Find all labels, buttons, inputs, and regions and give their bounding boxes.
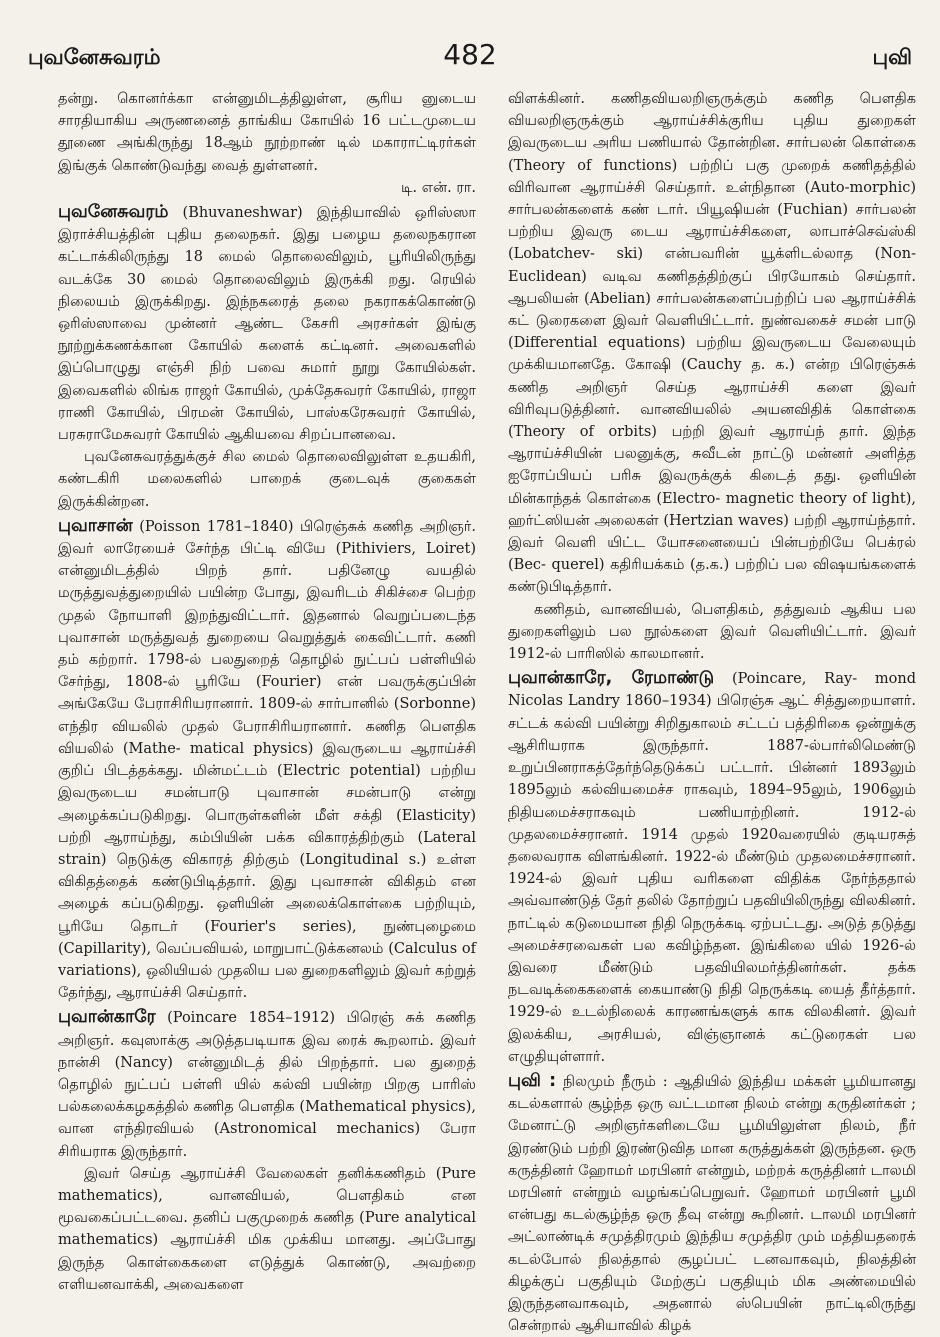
entry-body: (Poincare, Ray- mond Nicolas Landry 1860–1934) பிரெஞ்சு ஆட் சித்துறையாளர். சட்டக் கல்வி பயின்று சிறிதுகாலம் சட்டப் பத்திரிகை ஒன்றுக்கு ஆசிரியராக இருந்தார். 1887-ல்பார்லிமெண்டு உறுப்பினராகத்தேர்ந்தெடுக்கப் பட்டார். பின்னர் 1893லும் 1895லும் கல்வியமைச்ச ராகவும், 1894–95லும், 1906லும் நிதியமைச்சராகவும் பணியாற்றினர். 1912-ல் முதலமைச்சரானர். 1914 முதல் 1920வரையில் குடியரசுத் தலைவராக விளங்கினர். 1922-ல் மீண்டும் முதலமைச்சரானர். 1924-ல் இவர் புதிய வரிகளை விதிக்க நேர்ந்ததால் அவ்வாண்டுத் தேர் தலில் தோற்றுப் பதவியிலிருந்து விலகினர். நாட்டில் கடுமையான நிதி நெருக்கடி ஏற்பட்டது. அடுத் தடுத்து அமைச்சரவைகள் பல கவிழ்ந்தன. இங்கிலை யில் 1926-ல் இவரை மீண்டும் பதவியிலமர்த்தினர்கள். தக்க நடவடிக்கைகளைக் கையாண்டு நிதி நெருக்கடி யைத் தீர்த்தார். 1929-ல் உடல்நிலைக் காரணங்களுக் காக விலகினர். இவர் இலக்கிய, அரசியல், விஞ்ஞானக் கட்டுரைகள் பல எழுதியுள்ளார்.: [508, 671, 916, 1065]
paragraph: புவனேசுவரத்துக்குச் சில மைல் தொலைவிலுள்ள உதயகிரி, கண்டகிரி மலைகளில் பாறைக் குடைவுக் குகைகள் இருக்கின்றன.: [58, 449, 476, 510]
page-header: [28, 38, 912, 78]
page-number: 482: [443, 38, 497, 71]
entry-poincare-raymond: [508, 667, 916, 1068]
author-signature: டி. என். ரா.: [400, 179, 476, 196]
entry-headword: புவான்காரே: [58, 1007, 156, 1028]
paragraph-continuation: தன்று. கொனர்க்கா என்னுமிடத்திலுள்ள, சூரிய னுடைய சாரதியாகிய அருணனைத் தாங்கிய கோயில் 16 பட்டமுடைய தூணை அங்கிருந்து 18ஆம் நூற்றாண் டில் மகாராட்டிரர்கள் இங்குக் கொண்டுவந்து வைத் துள்ளனர்.: [58, 91, 476, 174]
entry-body: (Poincare 1854–1912) பிரெஞ் சுக் கணித அறிஞர். கவுஸாக்கு அடுத்தபடியாக இவ ரைக் கூறலாம். இவர் நான்சி (Nancy) என்னுமிடத் தில் பிறந்தார். பல துறைத் தொழில் நுட்பப் பள்ளி யில் கல்வி பயின்ற பிறகு பாரிஸ் பல்கலைக்கழகத்தில் கணித பௌதிக (Mathematical physics), வான எந்திரவியல் (Astronomical mechanics) பேரா சிரியராக இருந்தார்.: [58, 1010, 476, 1160]
entry-bhuvaneshwar: [58, 201, 476, 446]
entry-headword: புவி :: [508, 1070, 557, 1091]
entry-headword: புவான்காரே, ரேமாண்டு: [508, 668, 715, 689]
entry-puvi: [508, 1070, 916, 1337]
header-right-title: புவி: [872, 44, 912, 69]
left-column: [58, 88, 476, 1313]
entry-body: நிலமும் நீரும் : ஆதியில் இந்திய மக்கள் பூமியானது கடல்களால் சூழ்ந்த ஒரு வட்டமான நிலம் என்று கருதினர்கள் ; மேனாட்டு அறிஞர்களிடையே பூமியிலுள்ள நிலம், நீர் இரண்டும் பற்றி இரண்டுவித மான கருத்துக்கள் இருந்தன. ஒரு கருத்தினர் ஹோமர் மரபினர் என்றும், மற்றக் கருத்தினர் டாலமி மரபினர் என்றும் வழங்கப்பெறுவர். ஹோமர் மரபினர் பூமி என்பது கடல்சூழ்ந்த ஒரு தீவு என்று கூறினர். டாலமி மரபினர் அட்லாண்டிக் சமுத்திரமும் இந்திய சமுத்திர மும் மத்தியதரைக் கடல்போல் நிலத்தால் சூழப்பட் டனவாகவும், நிலத்தின் கிழக்குப் பகுதியும் மேற்குப் பகுதியும் மிக அண்மையில் இருந்தனவாகவும், அதனால் ஸ்பெயின் நாட்டிலிருந்து சென்றால் ஆசியாவில் கிழக்: [508, 1073, 916, 1335]
paragraph-continuation: விளக்கினர். கணிதவியலறிஞருக்கும் கணித பௌதிக வியலறிஞருக்கும் ஆராய்ச்சிக்குரிய புதிய துறைகள் இவருடைய அரிய பணியால் தோன்றின. சார்பலன் கொள்கை (Theory of functions) பற்றிப் பகு முறைக் கணிதத்தில் விரிவான ஆராய்ச்சி செய்தார். உள்நிதான (Auto-morphic) சார்பலன்களைக் கண் டார். பியூஷியன் (Fuchian) சார்பலன் பற்றிய இவரு டைய ஆராய்ச்சிகளை, லாபாச்செவ்ஸ்கி (Lobatchev- ski) என்பவரின் யூக்ளிடல்லாத (Non-Euclidean) வடிவ கணிதத்திற்குப் பிரயோகம் செய்தார். ஆபலியன் (Abelian) சார்பலன்களைப்பற்றிப் பல ஆராய்ச்சிக் கட் டுரைகளை இவர் வெளியிட்டார். நுண்வகைச் சமன் பாடு (Differential equations) பற்றிய இவருடைய வேலையும் முக்கியமானதே. கோஷி (Cauchy த. க.) என்ற பிரெஞ்சுக் கணித அறிஞர் செய்த ஆராய்ச்சி களை இவர் விரிவுபடுத்தினர். வானவியலில் அயனவிதிக் கொள்கை (Theory of orbits) பற்றி இவர் ஆராய்ந் தார். இந்த ஆராய்ச்சியின் பலனுக்கு, சுவீடன் நாட்டு மன்னர் அளித்த ஐரோப்பியப் பரிசு இவருக்குக் கிடைத் தது. ஒளியின் மின்காந்தக் கொள்கை (Electro- magnetic theory of light), ஹர்ட்ஸியன் அலைகள் (Hertzian waves) பற்றி ஆராய்ந்தார். இவர் வெளி யிட்ட யோசனையைப் பின்பற்றியே பெக்ரல் (Bec- querel) கதிரியக்கம் (த.க.) பற்றிப் பல விஷயங்களைக் கண்டுபிடித்தார்.: [508, 91, 916, 596]
header-left-title: புவனேசுவரம்: [28, 44, 161, 69]
entry-poincare-henri: [58, 1006, 476, 1162]
paragraph: இவர் செய்த ஆராய்ச்சி வேலைகள் தனிக்கணிதம் (Pure mathematics), வானவியல், பௌதிகம் என மூவகைப்பட்டவை. தனிப் பகுமுறைக் கணித (Pure analytical mathematics) ஆராய்ச்சி மிக முக்கிய மானது. அப்போது இருந்த கொள்கைகளை எடுத்துக் கொண்டு, அவற்றை எளியனவாக்கி, அவைகளை: [58, 1165, 476, 1293]
right-column: [508, 88, 916, 1335]
entry-body: (Poisson 1781–1840) பிரெஞ்சுக் கணித அறிஞர். இவர் லாரேயைச் சேர்ந்த பிட்டி வியே (Pithiviers, Loiret) என்னுமிடத்தில் பிறந் தார். பதினேழு வயதில் மருத்துவத்துறையில் பயின்ற போது, இவரிடம் சிகிச்சை பெற்ற முதல் நோயாளி இறந்துவிட்டார். இதனால் வெறுப்படைந்த புவாசான் மருத்துவத் துறையை வெறுத்துக் கைவிட்டார். கணி தம் கற்றார். 1798-ல் பலதுறைத் தொழில் நுட்பப் பள்ளியில் சேர்ந்து, 1808-ல் பூரியே (Fourier) என் பவருக்குப்பின் அங்கேயே பேராசிரியரானார். 1809-ல் சார்பானில் (Sorbonne) எந்திர வியலில் முதல் பேராசிரியரானார். கணித பௌதிக வியலில் (Mathe- matical physics) இவருடைய ஆராய்ச்சி குறிப் பிடத்தக்கது. மின்மட்டம் (Electric potential) பற்றிய இவருடைய சமன்பாடு புவாசான் சமன்பாடு என்று அழைக்கப்படுகிறது. பொருள்களின் மீள் சக்தி (Elasticity) பற்றி ஆராய்ந்து, கம்பியின் பக்க விகாரத்திற்கும் (Lateral strain) நெடுக்கு விகாரத் திற்கும் (Longitudinal s.) உள்ள விகிதத்தைக் கண்டுபிடித்தார். இது புவாசான் விகிதம் என அழைக் கப்படுகிறது. ஒளியின் அலைக்கொள்கை பற்றியும், பூரியே தொடர் (Fourier's series), நுண்புழைமை (Capillarity), வெப்பவியல், மாறுபாட்டுக்கனலம் (Calculus of variations), ஒலியியல் முதலிய பல துறைகளிலும் இவர் கற்றுத் தேர்ந்து, ஆராய்ச்சி செய்தார்.: [58, 518, 476, 1002]
entry-body: (Bhuvaneshwar) இந்தியாவில் ஒரிஸ்ஸா இராச்சியத்தின் புதிய தலைநகர். இது பழைய தலைநகரான கட்டாக்கிலிருந்து 18 மைல் தொலைவிலும், பூரியிலிருந்து வடக்கே 30 மைல் தொலைவிலும் இருக்கி றது. ரெயில் நிலையம் இருக்கிறது. இந்நகரைத் தலை நகராகக்கொண்டு ஒரிஸ்ஸாவை முன்னர் ஆண்ட கேசரி அரசர்கள் இங்கு நூற்றுக்கணக்கான கோயில் களைக் கட்டினர். அவைகளில் இப்பொழுது எஞ்சி நிற் பவை சுமார் நூறு கோயில்கள். இவைகளில் லிங்க ராஜர் கோயில், முக்தேசுவரர் கோயில், ராஜா ராணி கோயில், பிரமன் கோயில், பாஸ்கரேசுவரர் கோயில், பரசுராமேசுவரர் கோயில் ஆகியவை சிறப்பானவை.: [58, 205, 476, 444]
entry-poisson: [58, 515, 476, 1004]
entry-headword: புவாசான்: [58, 515, 133, 536]
paragraph: கணிதம், வானவியல், பௌதிகம், தத்துவம் ஆகிய பல துறைகளிலும் பல நூல்களை இவர் வெளியிட்டார். இவர் 1912-ல் பாரிஸில் காலமானர்.: [508, 601, 916, 663]
entry-headword: புவனேசுவரம்: [58, 202, 169, 223]
